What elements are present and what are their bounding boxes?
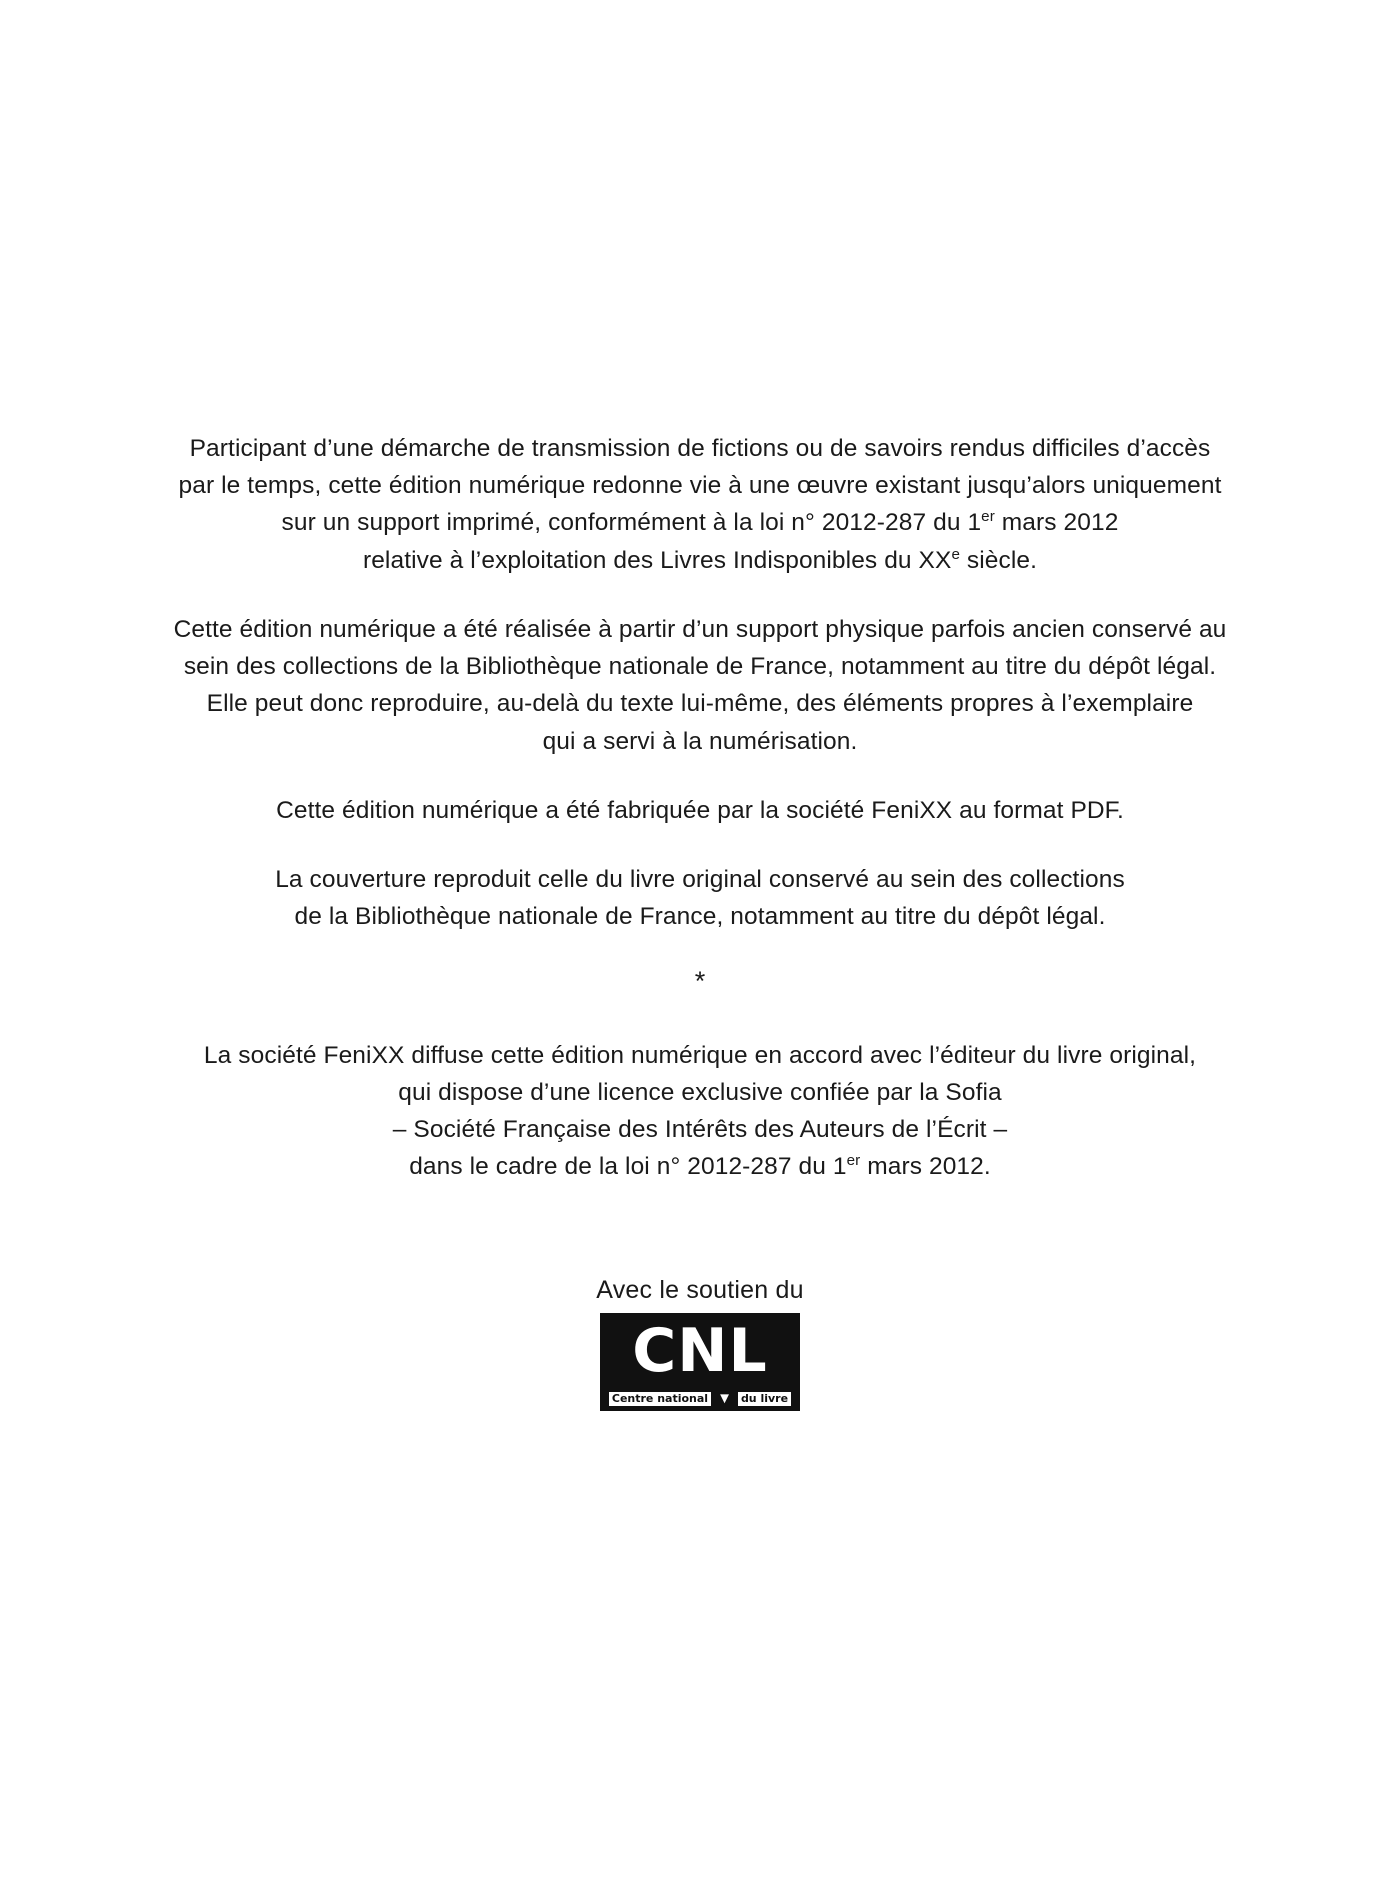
paragraph-diffusion-line-1: La société FeniXX diffuse cette édition numérique en accord avec l’éditeur du livre original, xyxy=(203,1041,1197,1069)
paragraph-support-physique-line-2: sein des collections de la Bibliothèque nationale de France, notamment au titre du dépôt légal. xyxy=(183,653,1217,681)
paragraph-diffusion-line-3: – Société Française des Intérêts des Auteurs de l’Écrit – xyxy=(392,1116,1008,1144)
paragraph-diffusion-line-2: qui dispose d’une licence exclusive confiée par la Sofia xyxy=(398,1078,1002,1106)
paragraph-couverture xyxy=(170,861,1230,935)
paragraph-support-physique-line-4: qui a servi à la numérisation. xyxy=(542,727,858,755)
cnl-logo-subtitle-left: Centre national xyxy=(609,1392,711,1406)
paragraph-transmission xyxy=(170,430,1230,579)
legal-notice xyxy=(170,0,1230,1218)
paragraph-support-physique-line-3: Elle peut donc reproduire, au-delà du texte lui-même, des éléments propres à l’exemplaire xyxy=(206,690,1194,718)
cnl-logo-subtitle xyxy=(600,1389,800,1407)
cnl-logo-letters: CNL xyxy=(632,1315,768,1386)
paragraph-fabrication xyxy=(170,792,1230,829)
cnl-checkmark-icon: ▼ xyxy=(717,1389,732,1407)
paragraph-couverture-line-2: de la Bibliothèque nationale de France, notamment au titre du dépôt légal. xyxy=(294,903,1106,931)
section-separator: * xyxy=(694,965,706,996)
paragraph-couverture-line-1: La couverture reproduit celle du livre original conservé au sein des collections xyxy=(275,866,1125,894)
support-section xyxy=(596,1276,803,1411)
paragraph-diffusion-line-4: dans le cadre de la loi n° 2012-287 du 1er mars 2012. xyxy=(409,1152,991,1181)
paragraph-fabrication-line-1: Cette édition numérique a été fabriquée par la société FeniXX au format PDF. xyxy=(276,796,1124,824)
paragraph-transmission-line-2: par le temps, cette édition numérique redonne vie à une œuvre existant jusqu’alors uniquement xyxy=(178,472,1222,500)
support-label: Avec le soutien du xyxy=(596,1275,804,1304)
cnl-logo-subtitle-right: du livre xyxy=(738,1392,791,1406)
paragraph-support-physique-line-1: Cette édition numérique a été réalisée à partir d’un support physique parfois ancien conservé au xyxy=(173,615,1227,643)
cnl-logo xyxy=(600,1313,800,1411)
paragraph-transmission-line-3: sur un support imprimé, conformément à la loi n° 2012-287 du 1er mars 2012 xyxy=(281,508,1119,537)
paragraph-transmission-line-4: relative à l’exploitation des Livres Indisponibles du XXe siècle. xyxy=(362,545,1038,574)
paragraph-diffusion xyxy=(170,1037,1230,1186)
paragraph-transmission-line-1: Participant d’une démarche de transmission de fictions ou de savoirs rendus difficiles d’accès xyxy=(189,435,1211,462)
paragraph-support-physique xyxy=(170,611,1230,760)
